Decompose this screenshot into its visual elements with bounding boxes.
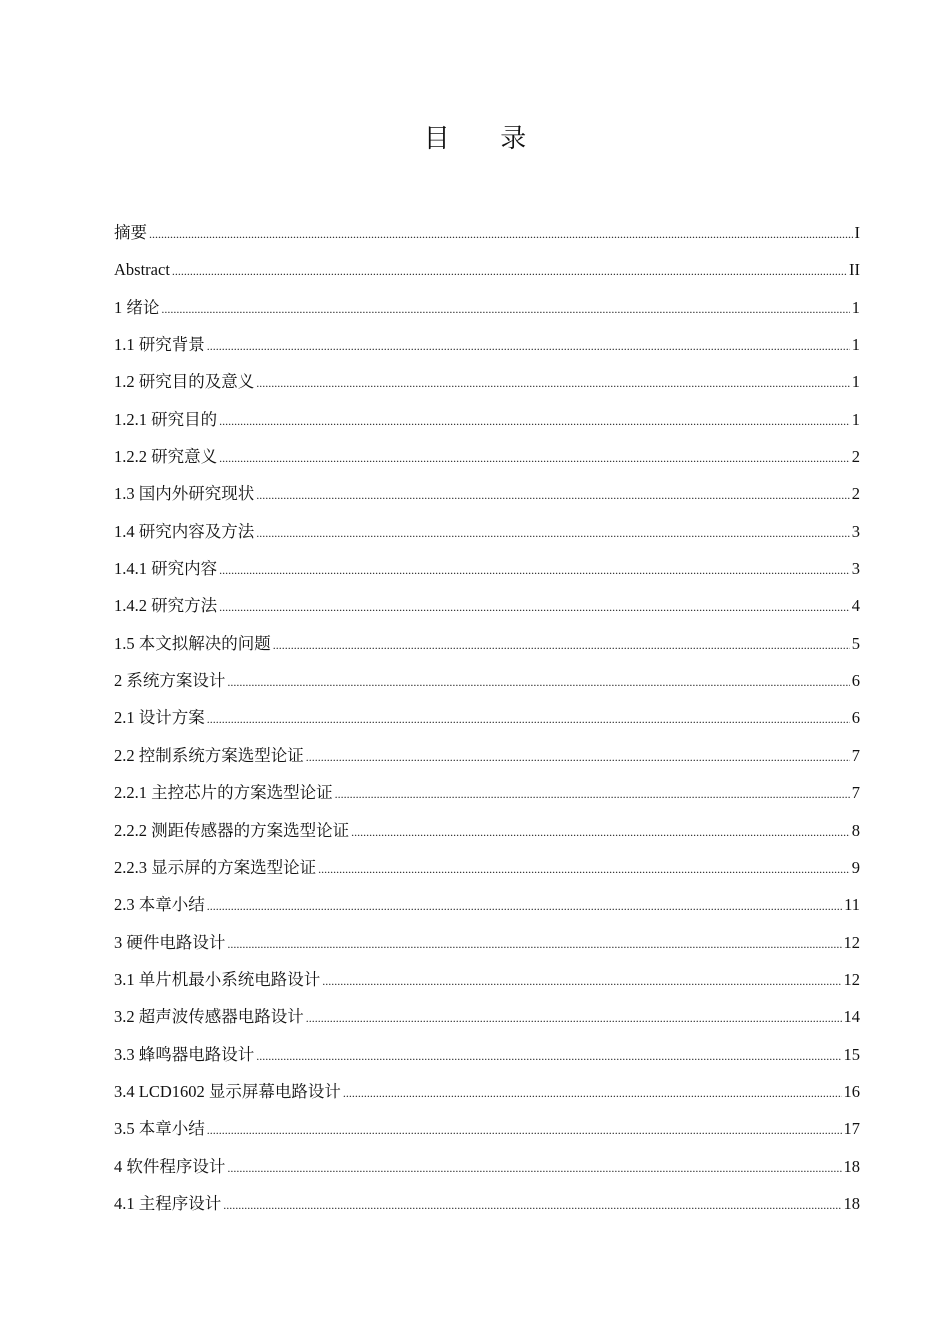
- toc-entry-label: 3 硬件电路设计: [114, 932, 226, 952]
- toc-entry-label: 3.4 LCD1602 显示屏幕电路设计: [114, 1081, 341, 1101]
- toc-entry-label: 2.3 本章小结: [114, 895, 205, 915]
- toc-entry-page-number: 2: [851, 447, 860, 467]
- toc-entry-label: 3.5 本章小结: [114, 1119, 205, 1139]
- toc-dot-leader: [207, 888, 842, 925]
- toc-entry-page-number: 1: [851, 335, 860, 355]
- toc-entry-label: 1 绪论: [114, 297, 160, 317]
- toc-entry-page-number: 2: [851, 484, 860, 504]
- toc-entry-page-number: 1: [851, 409, 860, 429]
- toc-entry-label: 2.2.3 显示屏的方案选型论证: [114, 857, 317, 877]
- toc-entry[interactable]: [114, 401, 860, 438]
- toc-entry-page-number: 16: [843, 1081, 860, 1101]
- toc-dot-leader: [149, 216, 853, 253]
- toc-dot-leader: [219, 589, 850, 626]
- toc-dot-leader: [256, 515, 850, 552]
- toc-entry-label: 1.2.1 研究目的: [114, 409, 218, 429]
- toc-entry-label: 2.2.2 测距传感器的方案选型论证: [114, 820, 350, 840]
- toc-entry-page-number: II: [849, 260, 860, 280]
- toc-entry-page-number: 3: [851, 559, 860, 579]
- toc-dot-leader: [172, 253, 847, 290]
- toc-entry-page-number: 1: [851, 372, 860, 392]
- toc-entry-page-number: 9: [851, 857, 860, 877]
- toc-dot-leader: [256, 477, 850, 514]
- toc-dot-leader: [161, 291, 849, 328]
- toc-entry-page-number: 7: [851, 745, 860, 765]
- toc-entry[interactable]: [114, 251, 860, 288]
- toc-entry[interactable]: [114, 961, 860, 998]
- toc-entry-label: 1.4.2 研究方法: [114, 596, 218, 616]
- toc-entry-page-number: 7: [851, 783, 860, 803]
- toc-entry-label: 3.1 单片机最小系统电路设计: [114, 969, 321, 989]
- toc-entry-label: 1.4 研究内容及方法: [114, 521, 255, 541]
- toc-dot-leader: [351, 814, 850, 851]
- toc-dot-leader: [219, 440, 850, 477]
- toc-entry-page-number: 5: [851, 633, 860, 653]
- toc-entry-page-number: 1: [851, 297, 860, 317]
- toc-dot-leader: [219, 552, 850, 589]
- toc-entry-label: Abstract: [114, 260, 170, 280]
- toc-entry-label: 4 软件程序设计: [114, 1156, 226, 1176]
- page-title: 目 录: [423, 124, 549, 153]
- toc-dot-leader: [227, 1150, 841, 1187]
- toc-dot-leader: [273, 627, 850, 664]
- toc-entry[interactable]: [114, 812, 860, 849]
- toc-entry-label: 2.2 控制系统方案选型论证: [114, 745, 304, 765]
- toc-entry-page-number: 8: [851, 820, 860, 840]
- toc-entry-label: 2.1 设计方案: [114, 708, 205, 728]
- toc-entry[interactable]: [114, 625, 860, 662]
- toc-entry[interactable]: [114, 214, 860, 251]
- toc-entry[interactable]: [114, 1148, 860, 1185]
- toc-entry[interactable]: [114, 513, 860, 550]
- toc-entry[interactable]: [114, 886, 860, 923]
- toc-entry[interactable]: [114, 849, 860, 886]
- toc-entry[interactable]: [114, 1110, 860, 1147]
- toc-entry[interactable]: [114, 438, 860, 475]
- toc-dot-leader: [322, 963, 841, 1000]
- table-of-contents: [114, 214, 860, 1222]
- toc-entry[interactable]: [114, 924, 860, 961]
- toc-entry[interactable]: [114, 326, 860, 363]
- toc-dot-leader: [306, 739, 850, 776]
- toc-dot-leader: [306, 1000, 842, 1037]
- toc-entry[interactable]: [114, 550, 860, 587]
- toc-dot-leader: [207, 701, 850, 738]
- toc-entry-page-number: 4: [851, 596, 860, 616]
- toc-dot-leader: [227, 664, 849, 701]
- toc-entry[interactable]: [114, 363, 860, 400]
- toc-entry[interactable]: [114, 699, 860, 736]
- toc-entry-label: 3.3 蜂鸣器电路设计: [114, 1044, 255, 1064]
- toc-entry-page-number: 14: [843, 1007, 860, 1027]
- toc-dot-leader: [318, 851, 850, 888]
- toc-entry[interactable]: [114, 587, 860, 624]
- toc-entry-page-number: 18: [843, 1156, 860, 1176]
- toc-entry[interactable]: [114, 662, 860, 699]
- toc-entry[interactable]: [114, 1036, 860, 1073]
- toc-dot-leader: [223, 1187, 841, 1224]
- toc-entry-label: 1.2 研究目的及意义: [114, 372, 255, 392]
- toc-entry[interactable]: [114, 998, 860, 1035]
- toc-entry-label: 3.2 超声波传感器电路设计: [114, 1007, 304, 1027]
- toc-entry-page-number: I: [854, 223, 860, 242]
- toc-entry[interactable]: [114, 289, 860, 326]
- toc-entry[interactable]: [114, 1073, 860, 1110]
- toc-entry-page-number: 12: [843, 932, 860, 952]
- toc-entry-label: 1.1 研究背景: [114, 335, 205, 355]
- toc-entry[interactable]: [114, 475, 860, 512]
- toc-dot-leader: [256, 365, 850, 402]
- toc-entry-page-number: 18: [843, 1193, 860, 1213]
- toc-entry-label: 2.2.1 主控芯片的方案选型论证: [114, 783, 333, 803]
- toc-entry-label: 1.4.1 研究内容: [114, 559, 218, 579]
- toc-dot-leader: [207, 1112, 842, 1149]
- toc-entry-label: 4.1 主程序设计: [114, 1193, 222, 1213]
- toc-entry[interactable]: [114, 1185, 860, 1222]
- toc-entry-page-number: 6: [851, 671, 860, 691]
- toc-entry[interactable]: [114, 737, 860, 774]
- toc-dot-leader: [343, 1075, 842, 1112]
- toc-dot-leader: [227, 926, 841, 963]
- toc-entry-page-number: 17: [843, 1119, 860, 1139]
- toc-dot-leader: [207, 328, 850, 365]
- toc-dot-leader: [256, 1038, 841, 1075]
- toc-entry-page-number: 12: [843, 969, 860, 989]
- toc-dot-leader: [335, 776, 850, 813]
- toc-entry-page-number: 3: [851, 521, 860, 541]
- toc-entry-page-number: 15: [843, 1044, 860, 1064]
- toc-entry-label: 1.3 国内外研究现状: [114, 484, 255, 504]
- toc-entry-page-number: 6: [851, 708, 860, 728]
- toc-dot-leader: [219, 403, 850, 440]
- toc-entry-label: 2 系统方案设计: [114, 671, 226, 691]
- toc-entry[interactable]: [114, 774, 860, 811]
- toc-entry-label: 1.2.2 研究意义: [114, 447, 218, 467]
- toc-entry-label: 摘要: [114, 223, 147, 242]
- toc-entry-page-number: 11: [844, 895, 860, 915]
- toc-entry-label: 1.5 本文拟解决的问题: [114, 633, 271, 653]
